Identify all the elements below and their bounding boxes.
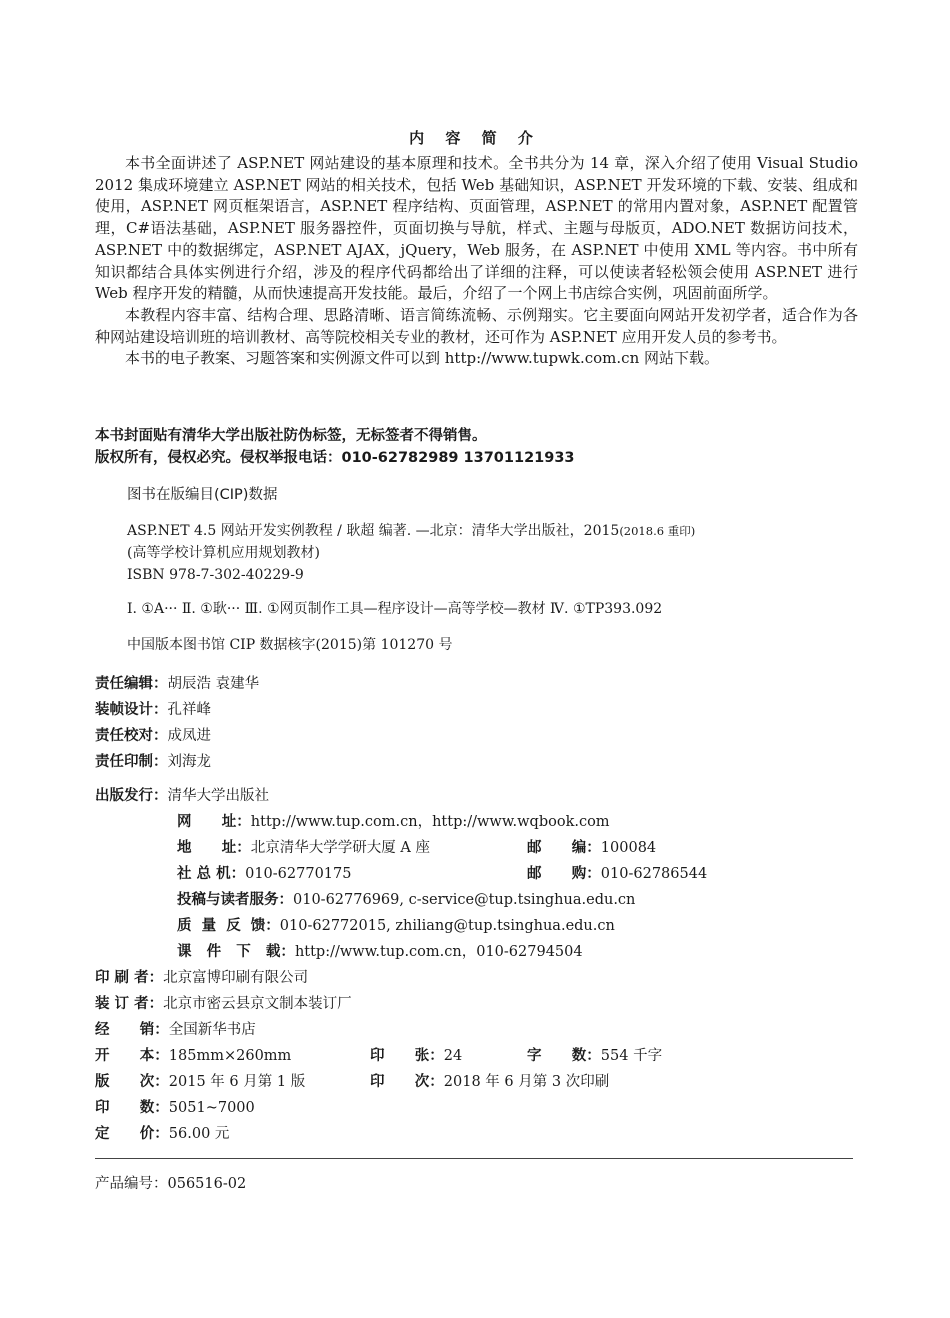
printing: 印 次：2018 年 6 月第 3 次印刷 — [370, 1074, 610, 1090]
product-number: 产品编号：056516-02 — [95, 1176, 247, 1192]
publisher-address: 地 址：北京清华大学学研大厦 A 座 — [177, 840, 430, 856]
cip-record-number: 中国版本图书馆 CIP 数据核字(2015)第 101270 号 — [127, 637, 453, 653]
cip-heading: 图书在版编目(CIP)数据 — [127, 487, 278, 503]
print-quantity: 印 数：5051~7000 — [95, 1100, 255, 1116]
publisher-switchboard: 社 总 机：010-62770175 — [177, 866, 352, 882]
publisher: 出版发行：清华大学出版社 — [95, 788, 269, 804]
publisher-website: 网 址：http://www.tup.com.cn，http://www.wqbook.com — [177, 814, 610, 830]
cip-isbn: ISBN 978-7-302-40229-9 — [127, 567, 304, 583]
anti-counterfeit-notice: 本书封面贴有清华大学出版社防伪标签，无标签者不得销售。 — [95, 428, 487, 444]
staff-editor: 责任编辑：胡辰浩 袁建华 — [95, 676, 260, 692]
print-sheets: 印 张：24 — [370, 1048, 463, 1064]
publisher-mail-order: 邮 购：010-62786544 — [527, 866, 708, 882]
cip-classification: Ⅰ. ①A··· Ⅱ. ①耿··· Ⅲ. ①网页制作工具—程序设计—高等学校—教材 Ⅳ. ①TP393.092 — [127, 601, 663, 617]
summary-paragraph: 本书全面讲述了 ASP.NET 网站建设的基本原理和技术。全书共分为 14 章，深入介绍了使用 Visual Studio 2012 集成环境建立 ASP.NET 网站的相关技术，包括 Web 基础知识，ASP.NET 开发环境的下载、安装、组成和使用，ASP.NET 网页框架语言，ASP.NET 程序结构、页面管理，ASP.NET 的常用内置对象，ASP.NET 配置管理，C#语法基础，ASP.NET 服务器控件，页面切换与导航，样式、主题与母版页，ADO.NET 数据访问技术，ASP.NET 中的数据绑定，ASP.NET AJAX，jQuery，Web 服务，在 ASP.NET 中使用 XML 等内容。书中所有知识都结合具体实例进行介绍，涉及的程序代码都给出了详细的注释，可以使读者轻松领会使用 ASP.NET 进行 Web 程序开发的精髓，从而快速提高开发技能。最后，介绍了一个网上书店综合实例，巩固前面所学。 — [95, 154, 858, 303]
cip-title-line: ASP.NET 4.5 网站开发实例教程 / 耿超 编著. —北京：清华大学出版社，2015(2018.6 重印) — [127, 523, 696, 539]
summary-body — [95, 153, 858, 370]
word-count: 字 数：554 千字 — [527, 1048, 663, 1064]
edition: 版 次：2015 年 6 月第 1 版 — [95, 1074, 306, 1090]
publisher-quality-feedback: 质 量 反 馈：010-62772015, zhiliang@tup.tsinghua.edu.cn — [177, 918, 615, 934]
divider — [95, 1158, 853, 1159]
cip-series: (高等学校计算机应用规划教材) — [127, 545, 320, 561]
printer: 印 刷 者：北京富博印刷有限公司 — [95, 970, 309, 986]
publisher-postcode: 邮 编：100084 — [527, 840, 657, 856]
price: 定 价：56.00 元 — [95, 1126, 230, 1142]
cip-record — [127, 520, 695, 586]
format-size: 开 本：185mm×260mm — [95, 1048, 292, 1064]
staff-proofreader: 责任校对：成凤进 — [95, 728, 211, 744]
summary-paragraph: 本教程内容丰富、结构合理、思路清晰、语言简练流畅、示例翔实。它主要面向网站开发初学者，适合作为各种网站建设培训班的培训教材、高等院校相关专业的教材，还可作为 ASP.NET 应用开发人员的参考书。 — [95, 305, 858, 346]
staff-print-manager: 责任印制：刘海龙 — [95, 754, 211, 770]
summary-title: 内 容 简 介 — [409, 129, 541, 147]
copyright-notice — [95, 425, 855, 469]
publisher-submissions: 投稿与读者服务：010-62776969, c-service@tup.tsinghua.edu.cn — [177, 892, 636, 908]
publisher-courseware: 课 件 下 载：http://www.tup.com.cn，010-62794504 — [177, 944, 583, 960]
binder: 装 订 者：北京市密云县京文制本装订厂 — [95, 996, 352, 1012]
staff-designer: 装帧设计：孔祥峰 — [95, 702, 211, 718]
summary-paragraph: 本书的电子教案、习题答案和实例源文件可以到 http://www.tupwk.com.cn 网站下载。 — [125, 349, 719, 368]
infringement-hotline: 版权所有，侵权必究。侵权举报电话：010-62782989 13701121933 — [95, 450, 575, 466]
distributor: 经 销：全国新华书店 — [95, 1022, 256, 1038]
